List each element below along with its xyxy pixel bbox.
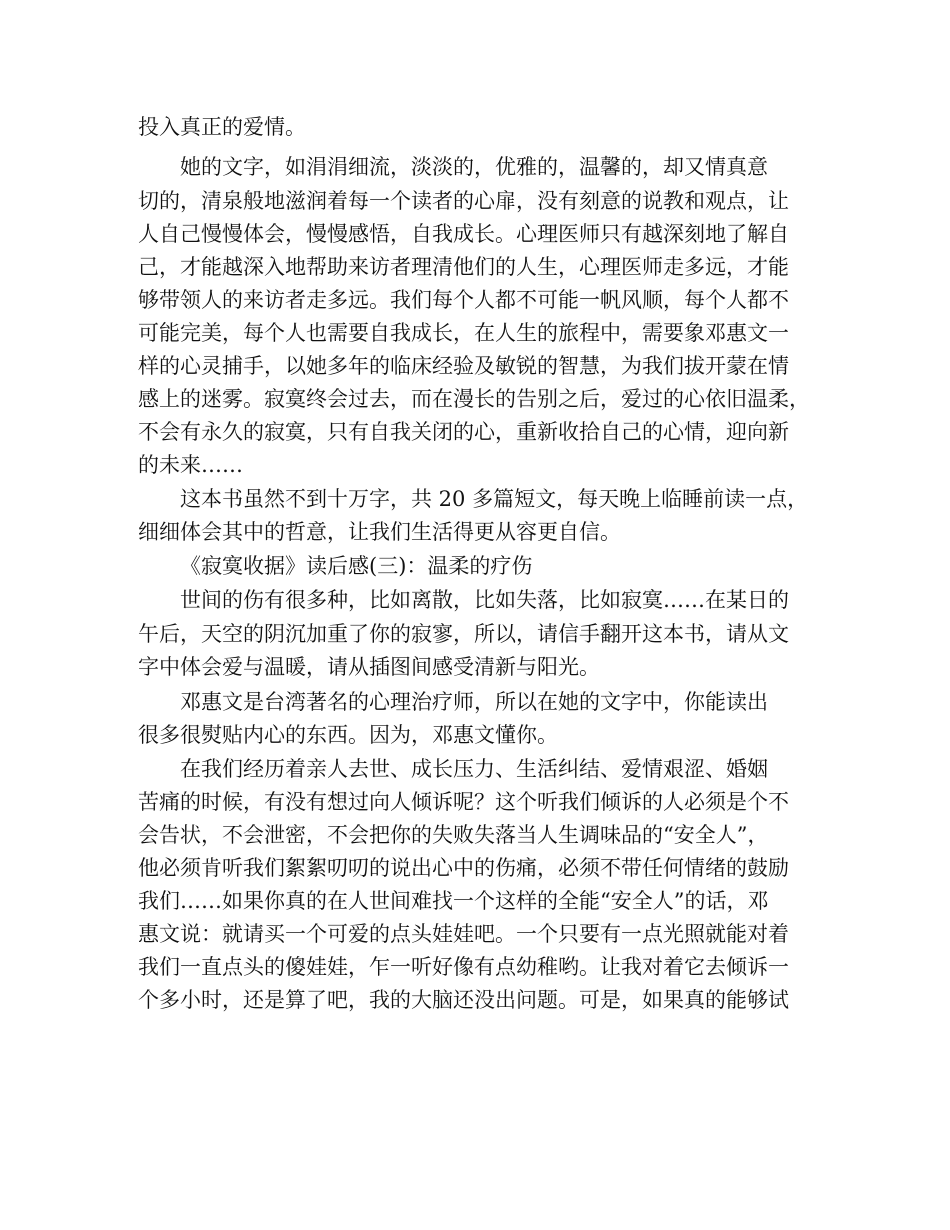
text-line: 很多很熨贴内心的东西。因为，邓惠文懂你。: [138, 723, 558, 747]
text-line: 苦痛的时候，有没有想过向人倾诉呢？这个听我们倾诉的人必须是个不: [138, 790, 789, 814]
text-line: 会告状，不会泄密，不会把你的失败失落当人生调味品的“安全人”，: [138, 823, 769, 847]
paragraph-start-line: 这本书虽然不到十万字，共 20 多篇短文，每天晚上临睡前读一点，: [180, 487, 809, 511]
text-line: 不会有永久的寂寞，只有自我关闭的心，重新收拾自己的心情，迎向新: [138, 420, 789, 444]
text-line: 午后，天空的阴沉加重了你的寂寥，所以，请信手翻开这本书，请从文: [138, 622, 789, 646]
text-line: 的未来……: [138, 453, 243, 477]
paragraph-start-line: 邓惠文是台湾著名的心理治疗师，所以在她的文字中，你能读出: [180, 690, 768, 714]
paragraph-start-line: 她的文字，如涓涓细流，淡淡的，优雅的，温馨的，却又情真意: [180, 155, 768, 179]
text-line: 细细体会其中的哲意，让我们生活得更从容更自信。: [138, 520, 621, 544]
text-line: 他必须肯听我们絮絮叨叨的说出心中的伤痛，必须不带任何情绪的鼓励: [138, 856, 789, 880]
text-line: 够带领人的来访者走多远。我们每个人都不可能一帆风顺，每个人都不: [138, 288, 789, 312]
paragraph-start-line: 在我们经历着亲人去世、成长压力、生活纠结、爱情艰涩、婚姻: [180, 757, 768, 781]
text-line: 我们一直点头的傻娃娃，乍一听好像有点幼稚哟。让我对着它去倾诉一: [138, 955, 789, 979]
text-line: 切的，清泉般地滋润着每一个读者的心扉，没有刻意的说教和观点，让: [138, 189, 789, 213]
text-line: 个多小时，还是算了吧，我的大脑还没出问题。可是，如果真的能够试: [138, 988, 789, 1012]
text-line: 我们……如果你真的在人世间难找一个这样的全能“安全人”的话，邓: [138, 889, 769, 913]
text-line: 样的心灵捕手，以她多年的临床经验及敏锐的智慧，为我们拔开蒙在情: [138, 354, 789, 378]
text-line: 惠文说：就请买一个可爱的点头娃娃吧。一个只要有一点光照就能对着: [138, 922, 789, 946]
text-line: 投入真正的爱情。: [138, 115, 306, 139]
text-line: 感上的迷雾。寂寞终会过去，而在漫长的告别之后，爱过的心依旧温柔，: [138, 387, 810, 411]
text-line: 人自己慢慢体会，慢慢感悟，自我成长。心理医师只有越深刻地了解自: [138, 222, 789, 246]
text-line: 字中体会爱与温暖，请从插图间感受清新与阳光。: [138, 655, 600, 679]
section-heading: 《寂寞收据》读后感(三)：温柔的疗伤: [180, 554, 533, 578]
paragraph-start-line: 世间的伤有很多种，比如离散，比如失落，比如寂寞……在某日的: [180, 588, 789, 612]
text-line: 己，才能越深入地帮助来访者理清他们的人生，心理医师走多远，才能: [138, 255, 789, 279]
text-line: 可能完美，每个人也需要自我成长，在人生的旅程中，需要象邓惠文一: [138, 321, 789, 345]
